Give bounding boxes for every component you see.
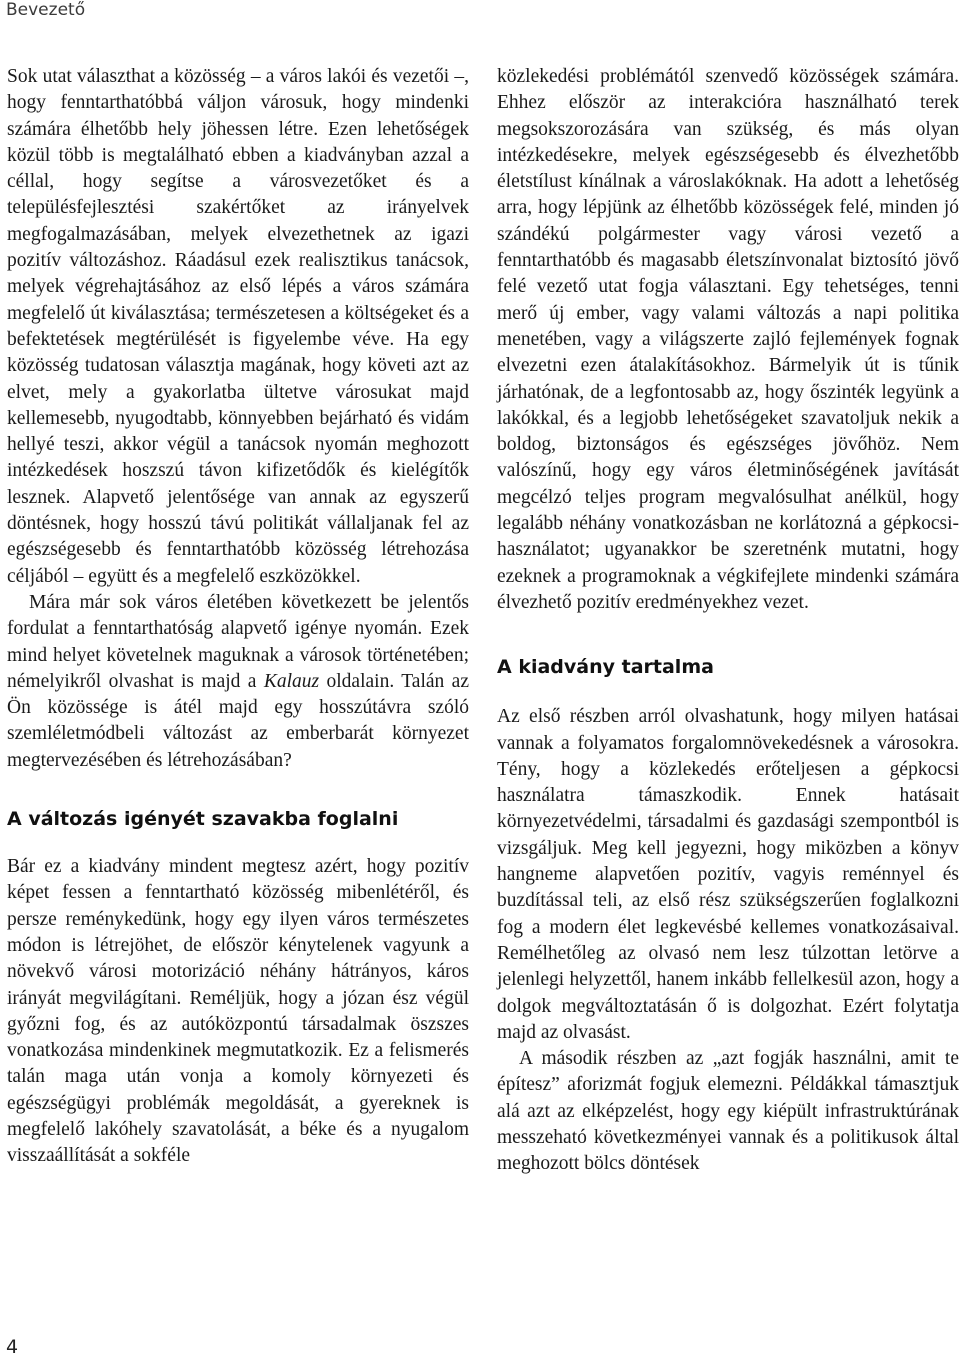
page-number: 4 [6,1336,19,1358]
left-column [7,64,469,1170]
running-head: Bevezető [6,0,86,20]
right-paragraph-2: Az első részben arról olvashatunk, hogy milyen hatásai vannak a folyamatos forgalomnövekedésnek a városokra. Tény, hogy a közlekedés erőteljesen a gépkocsi használatra támaszkodik. Ennek hatásait környezetvédelmi, társadalmi és gazdasági szempontból is vizsgáljuk. Meg kell jegyezni, hogy miközben a könyv hangneme alapvetően pozitív, vagyis reménnyel és buzdítással teli, az első rész szükségszerűen foglalkozni fog a modern élet legkevésbé kellemes vonatkozásaival. Remélhetőleg az olvasó nem lesz túlzottan letörve a jelenlegi helyzettől, hanem inkább fellelkesül azon, hogy a dolgok megváltoztatásán ő is dolgozhat. Ezért folytatja majd az olvasást. [497,706,959,1043]
right-column [497,64,959,1178]
left-paragraph-2: Mára már sok város életében következett be jelentős fordulat a fenntarthatóság alapvető igénye nyomán. Ezek mind helyet követelnek maguknak a városok történetében; némelyikről olvashat is majd a Kalauz oldalain. Talán az Ön közössége is átél majd egy hosszútávra szóló szemléletmódbeli változást az emberbarát környezet megtervezésében és létrehozásában? [7,591,469,771]
kalauz-emphasis: Kalauz [263,670,320,692]
section-heading-contents: A kiadvány tartalma [497,656,714,679]
left-paragraph-1: Sok utat választhat a közösség – a város lakói és vezetői –, hogy fenntarthatóbbá váljon városuk, hogy mindenki számára élhetőbb hely jöhessen létre. Ezen lehetőségek közül több is megtalálható ebben a kiadványban azzal a céllal, hogy segítse a városvezetőket és a településfejlesztési szakértőket az irányelvek megfogalmazásában, melyek elvezethetnek az igazi pozitív változáshoz. Ráadásul ezek realisztikus tanácsok, melyek végrehajtásához az első lépés a város számára megfelelő út kiválasztása; természetesen a költségeket és a befektetések megtérülését is figyelembe véve. Ha egy közösség tudatosan választja magának, hogy követi azt az elvet, mely a gyakorlatba ültetve városukat majd kellemesebb, nyugodtabb, könnyebben bejárható és vidám hellyé teszi, akkor végül a tanácsok nyomán meghozott intézkedések hoszszú távon kifizetődők és kielégítők lesznek. Alapvető jelentősége van annak az egyszerű döntésnek, hogy hosszú távú politikát vállaljanak fel az egészségesebb és fenntarthatóbb közösség létrehozása céljából – együtt és a megfelelő eszközökkel. [7,66,469,587]
left-paragraph-3: Bár ez a kiadvány mindent megtesz azért, hogy pozitív képet fessen a fenntartható közösség mibenlétéről, és persze reménykedünk, hogy egy ilyen város természetes módon is létrejöhet, de először kénytelenek vagyunk a növekvő városi motorizáció néhány hátrányos, káros irányát megvilágítani. Reméljük, hogy a józan ész végül győzni fog, és az autóközpontú társadalmak öszszes vonatkozása mindenkinek megmutatkozik. Ez a felismerés talán maga után vonja a komoly környezeti és egészségügyi problémák megoldását, a gyereknek is megfelelő lakóhely szavatolását, a béke és a nyugalom visszaállítását a sokféle [7,856,469,1167]
section-heading-change: A változás igényét szavakba foglalni [7,808,399,831]
right-paragraph-3: A második részben az „azt fogják használni, amit te építesz” aforizmát fogjuk elemezni. Példákkal támasztjuk alá azt az elképzelést, hogy egy kiépült infrastruktúrának messzeható következményei vannak és a politikusok által meghozott bölcs döntések [497,1048,959,1175]
right-paragraph-1: közlekedési problémától szenvedő közösségek számára. Ehhez először az interakcióra használható terek megsokszorozására van szükség, és más olyan intézkedésekre, melyek egészségesebb és élvezhetőbb életstílust kínálnak a városlakóknak. Ha adott a lehetőség arra, hogy lépjünk az élhetőbb közösségek felé, minden jó szándékú polgármester vagy városi vezető a fenntarthatóbb és magasabb életszínvonalat biztosító jövő felé vezető utat fogja választani. Egy tehetséges, tenni merő új ember, vagy valami változás a napi politika menetében, vagy a világszerte zajló fejlemények fognak elvezetni ezen átalakításokhoz. Bármelyik út is tűnik járhatónak, de a legfontosabb az, hogy őszinték legyünk a lakókkal, és a legjobb lehetőségeket szavatoljuk nekik a boldog, biztonságos és egészséges jövőhöz. Nem valószínű, hogy egy város életminőségének javítását megcélzó teljes program megvalósulhat anélkül, hogy legalább néhány vonatkozásban ne korlátozná a gépkocsi-használatot; ugyanakkor be szeretnénk mutatni, hogy ezeknek a programoknak a végkifejlete mindenki számára élvezhető pozitív eredményekhez vezet. [497,66,959,613]
